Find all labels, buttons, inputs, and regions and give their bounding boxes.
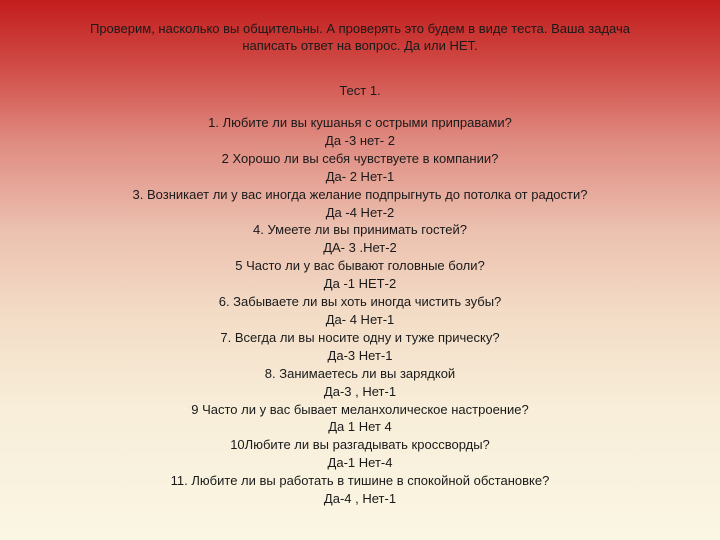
question-text: 9 Часто ли у вас бывает меланхолическое настроение? [191, 401, 529, 417]
question-text: 1. Любите ли вы кушанья с острыми приправами? [208, 115, 512, 130]
question-text: 7. Всегда ли вы носите одну и туже прическу? [220, 329, 500, 345]
question-text: 8. Занимаетесь ли вы зарядкой [264, 365, 456, 381]
answer-options: Да-3 , Нет-1 [323, 383, 397, 399]
quiz-list [0, 114, 720, 508]
answer-options: Да -1 НЕТ-2 [323, 276, 397, 292]
answer-options: Да -4 Нет-2 [325, 204, 395, 220]
answer-options: Да -3 нет- 2 [325, 132, 395, 148]
question-text: 6. Забываете ли вы хоть иногда чистить зубы? [218, 294, 502, 310]
intro-line: Проверим, насколько вы общительны. А проверять это будем в виде теста. Ваша задача [89, 21, 630, 36]
answer-options: Да 1 Нет 4 [328, 419, 392, 435]
answer-options: Да-4 , Нет-1 [323, 491, 397, 507]
intro-text [40, 20, 680, 54]
answer-options: Да-3 Нет-1 [327, 347, 393, 363]
answer-options: Да- 2 Нет-1 [325, 168, 395, 184]
question-text: 11. Любите ли вы работать в тишине в спокойной обстановке? [170, 473, 550, 489]
answer-options: ДА- 3 .Нет-2 [323, 240, 397, 256]
question-text: 2 Хорошо ли вы себя чувствуете в компании? [221, 150, 499, 166]
answer-options: Да- 4 Нет-1 [325, 311, 395, 327]
question-text: 5 Часто ли у вас бывают головные боли? [235, 258, 485, 274]
answer-options: Да-1 Нет-4 [327, 455, 393, 471]
question-text: 3. Возникает ли у вас иногда желание подпрыгнуть до потолка от радости? [132, 186, 588, 202]
test-title: Тест 1. [339, 83, 381, 98]
intro-line: написать ответ на вопрос. Да или НЕТ. [242, 38, 478, 53]
question-text: 4. Умеете ли вы принимать гостей? [253, 222, 467, 238]
question-text: 10Любите ли вы разгадывать кроссворды? [230, 437, 490, 453]
